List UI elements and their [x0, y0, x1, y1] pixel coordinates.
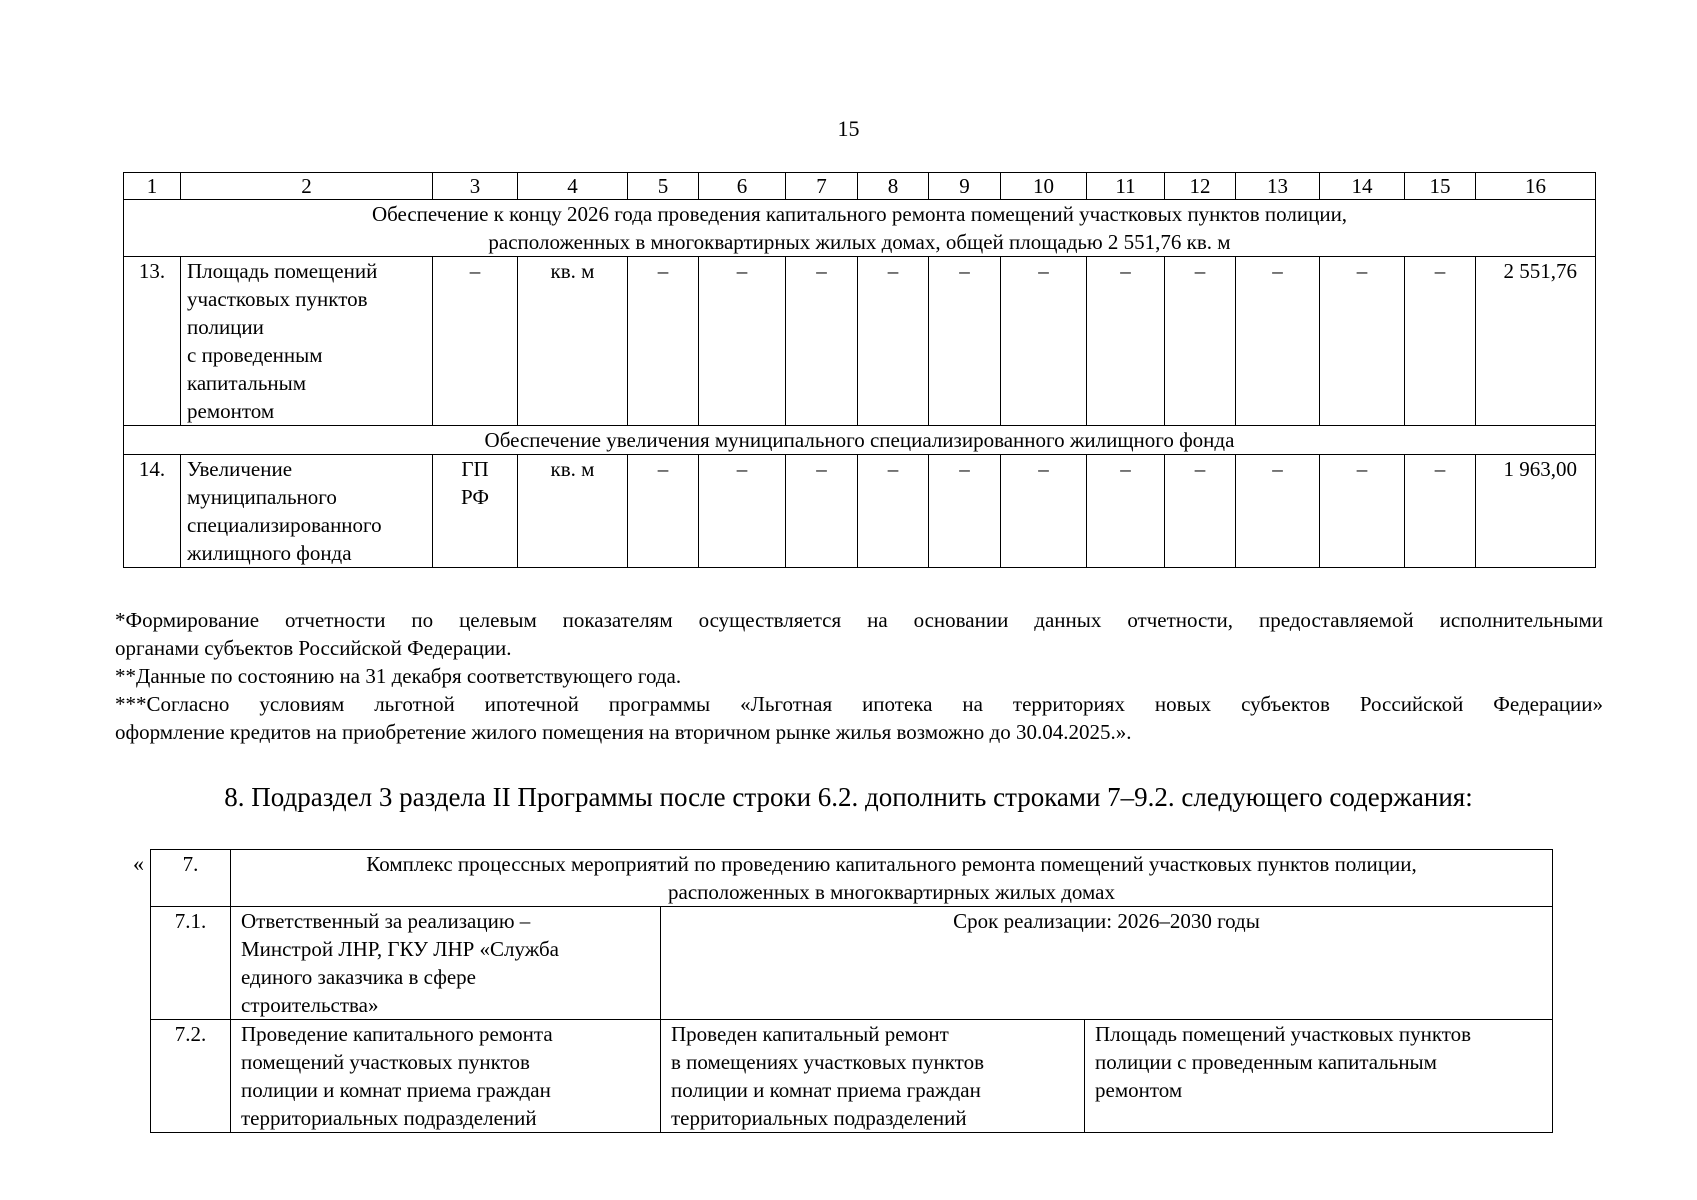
- result-line: Проведен капитальный ремонт: [671, 1022, 949, 1046]
- activities-table: [150, 849, 1553, 1133]
- value-cell: –: [929, 257, 1001, 426]
- section-header-row: [124, 426, 1596, 455]
- section-title: [124, 200, 1596, 257]
- value-cell: –: [1087, 455, 1165, 568]
- row-number: 13.: [124, 257, 181, 426]
- table-row: [151, 1020, 1553, 1133]
- footnote-line: *Формирование отчетности по целевым показателям осуществляется на основании данных отчетности, предоставляемой исполнительными: [115, 608, 1603, 632]
- responsible-line: единого заказчика в сфере: [241, 965, 476, 989]
- responsible-cell: [231, 907, 661, 1020]
- unit-cell: кв. м: [518, 257, 628, 426]
- implementation-term: Срок реализации: 2026–2030 годы: [661, 907, 1553, 1020]
- value-cell: –: [1320, 455, 1405, 568]
- value-cell: –: [628, 257, 699, 426]
- table-row: [124, 257, 1596, 426]
- value-cell: –: [699, 455, 786, 568]
- opening-quote: «: [133, 851, 144, 876]
- table-row: [151, 850, 1553, 907]
- indicator-name-line: муниципального: [187, 485, 337, 509]
- column-number: 3: [433, 173, 518, 200]
- section-header-row: [124, 200, 1596, 257]
- column-number: 9: [929, 173, 1001, 200]
- value-cell: –: [786, 257, 858, 426]
- value-cell: –: [628, 455, 699, 568]
- value-cell: –: [1405, 455, 1476, 568]
- value-cell: –: [1320, 257, 1405, 426]
- footnotes: [115, 606, 1603, 746]
- footnote-line: оформление кредитов на приобретение жилого помещения на вторичном рынке жилья возможно до 30.04.2025.».: [115, 720, 1132, 744]
- column-number: 12: [1165, 173, 1236, 200]
- indicator-name-line: полиции: [187, 315, 264, 339]
- responsible-line: строительства»: [241, 993, 379, 1017]
- task-line: Проведение капитального ремонта: [241, 1022, 553, 1046]
- section-title-line: Обеспечение к концу 2026 года проведения капитального ремонта помещений участковых пунктов полиции,: [371, 202, 1348, 226]
- result-line: территориальных подразделений: [671, 1106, 967, 1130]
- responsible-line: Ответственный за реализацию –: [241, 909, 531, 933]
- task-cell: [231, 1020, 661, 1133]
- unit-cell: кв. м: [518, 455, 628, 568]
- row-number: 7.: [151, 850, 231, 907]
- value-cell: –: [1165, 257, 1236, 426]
- value-cell: –: [786, 455, 858, 568]
- section-title-line: Обеспечение увеличения муниципального специализированного жилищного фонда: [484, 428, 1235, 452]
- section-title-line: расположенных в многоквартирных жилых домах, общей площадью 2 551,76 кв. м: [488, 230, 1231, 254]
- value-cell: –: [1165, 455, 1236, 568]
- column-number: 13: [1236, 173, 1320, 200]
- footnote-line: органами субъектов Российской Федерации.: [115, 636, 512, 660]
- indicator-link-line: Площадь помещений участковых пунктов: [1095, 1022, 1472, 1046]
- result-line: полиции и комнат приема граждан: [671, 1078, 981, 1102]
- task-line: территориальных подразделений: [241, 1106, 537, 1130]
- indicator-link-line: ремонтом: [1095, 1078, 1183, 1102]
- complex-title-line: расположенных в многоквартирных жилых домах: [668, 880, 1115, 904]
- row-number: 14.: [124, 455, 181, 568]
- complex-title: [231, 850, 1553, 907]
- indicator-name-line: с проведенным: [187, 343, 323, 367]
- final-value-cell: 2 551,76: [1476, 257, 1596, 426]
- row-number: 7.2.: [151, 1020, 231, 1133]
- final-value-cell: 1 963,00: [1476, 455, 1596, 568]
- indicator-name-line: ремонтом: [187, 399, 275, 423]
- column-number: 6: [699, 173, 786, 200]
- table-row: [124, 455, 1596, 568]
- indicator-link-cell: [1085, 1020, 1553, 1133]
- indicator-name: [181, 257, 433, 426]
- column-number: 16: [1476, 173, 1596, 200]
- amendment-item-heading: 8. Подраздел 3 раздела II Программы после строки 6.2. дополнить строками 7–9.2. следующего содержания:: [224, 782, 1473, 812]
- responsible-line: Минстрой ЛНР, ГКУ ЛНР «Служба: [241, 937, 559, 961]
- footnote-line: **Данные по состоянию на 31 декабря соответствующего года.: [115, 664, 682, 688]
- column-number: 1: [124, 173, 181, 200]
- row-number: 7.1.: [151, 907, 231, 1020]
- indicator-name: [181, 455, 433, 568]
- column-number-row: [124, 173, 1596, 200]
- column-number: 10: [1001, 173, 1087, 200]
- indicator-level-line: ГП: [461, 457, 489, 481]
- value-cell: –: [929, 455, 1001, 568]
- indicator-link-line: полиции с проведенным капитальным: [1095, 1050, 1437, 1074]
- indicator-name-line: Площадь помещений: [187, 259, 378, 283]
- value-cell: –: [1405, 257, 1476, 426]
- column-number: 4: [518, 173, 628, 200]
- column-number: 14: [1320, 173, 1405, 200]
- value-cell: –: [1001, 455, 1087, 568]
- indicator-name-line: жилищного фонда: [187, 541, 352, 565]
- table-row: [151, 907, 1553, 1020]
- indicator-level: [433, 455, 518, 568]
- task-line: помещений участковых пунктов: [241, 1050, 530, 1074]
- value-cell: –: [1001, 257, 1087, 426]
- column-number: 15: [1405, 173, 1476, 200]
- result-cell: [661, 1020, 1085, 1133]
- column-number: 8: [858, 173, 929, 200]
- value-cell: –: [858, 257, 929, 426]
- page-number: 15: [837, 116, 860, 141]
- indicator-level-line: –: [469, 259, 481, 283]
- column-number: 5: [628, 173, 699, 200]
- indicator-name-line: Увеличение: [187, 457, 293, 481]
- complex-title-line: Комплекс процессных мероприятий по проведению капитального ремонта помещений участковых пунктов полиции,: [366, 852, 1417, 876]
- indicator-name-line: специализированного: [187, 513, 382, 537]
- value-cell: –: [1236, 455, 1320, 568]
- value-cell: –: [1236, 257, 1320, 426]
- column-number: 2: [181, 173, 433, 200]
- value-cell: –: [1087, 257, 1165, 426]
- section-title: [124, 426, 1596, 455]
- value-cell: –: [858, 455, 929, 568]
- indicator-name-line: капитальным: [187, 371, 307, 395]
- column-number: 11: [1087, 173, 1165, 200]
- result-line: в помещениях участковых пунктов: [671, 1050, 985, 1074]
- column-number: 7: [786, 173, 858, 200]
- value-cell: –: [699, 257, 786, 426]
- indicator-level: [433, 257, 518, 426]
- task-line: полиции и комнат приема граждан: [241, 1078, 551, 1102]
- indicator-level-line: РФ: [461, 485, 489, 509]
- indicators-table: [123, 172, 1596, 568]
- footnote-line: ***Согласно условиям льготной ипотечной программы «Льготная ипотека на территориях новых субъектов Российской Федерации»: [115, 692, 1603, 716]
- indicator-name-line: участковых пунктов: [187, 287, 368, 311]
